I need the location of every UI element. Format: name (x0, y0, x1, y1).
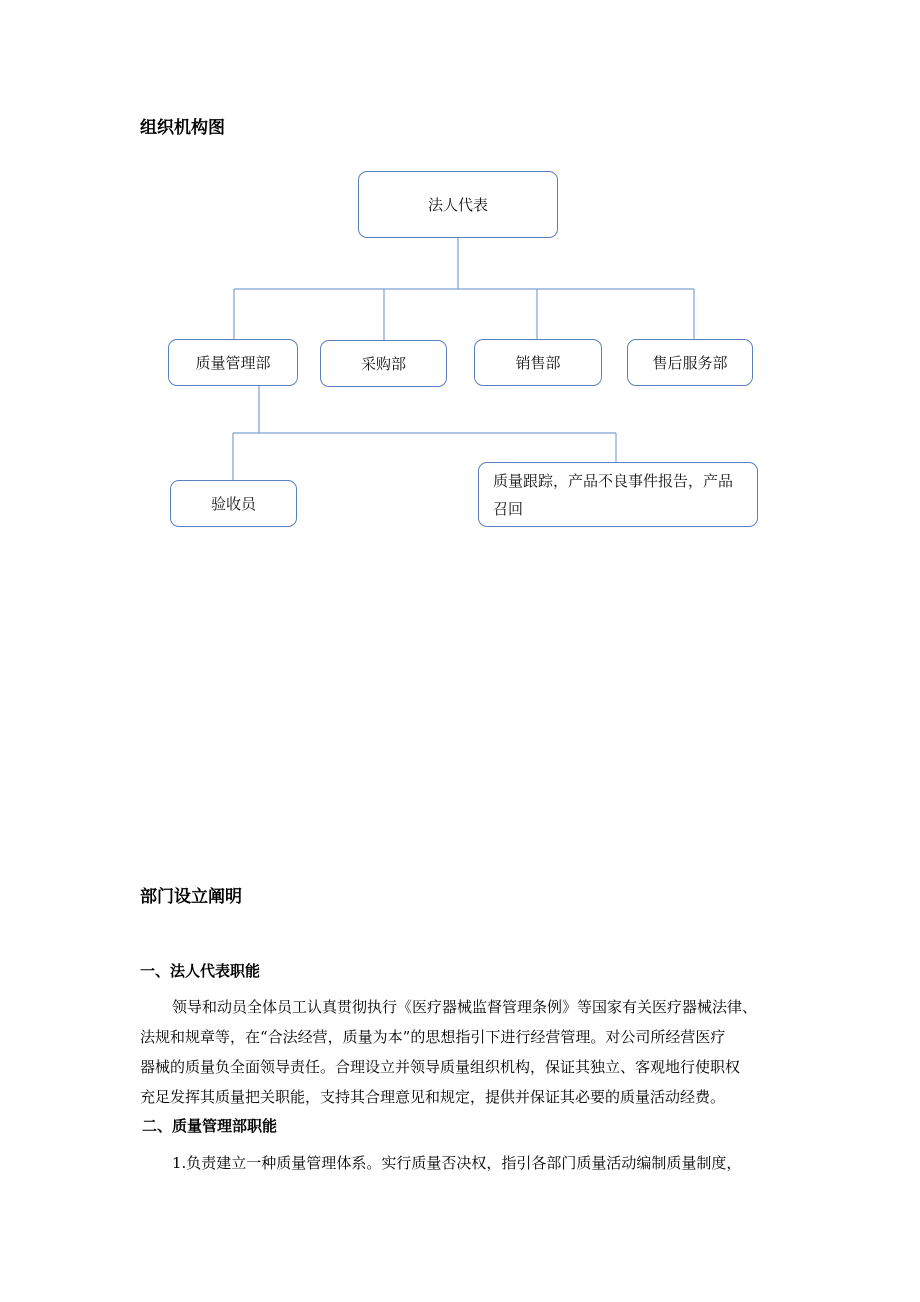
org-node-tracking (478, 462, 758, 527)
org-node-aftersales: 售后服务部 (627, 339, 753, 386)
org-node-sales: 销售部 (474, 339, 602, 386)
org-node-root: 法人代表 (358, 171, 558, 238)
section1-line-2: 法规和规章等，在“合法经营，质量为本”的思想指引下进行经营管理。对公司所经营医疗 (140, 1028, 726, 1046)
section2-heading: 二、质量管理部职能 (142, 1117, 278, 1135)
section1-line-1: 领导和动员全体员工认真贯彻执行《医疗器械监督管理条例》等国家有关医疗器械法律、 (172, 998, 758, 1016)
section1-heading: 一、法人代表职能 (140, 962, 261, 980)
org-node-purchase: 采购部 (320, 340, 447, 387)
org-chart-title: 组织机构图 (140, 118, 225, 138)
org-node-tracking-label: 质量跟踪，产品不良事件报告，产品召回 (493, 471, 734, 518)
org-chart-connectors (0, 0, 920, 560)
section1-line-3: 器械的质量负全面领导责任。合理设立并领导质量组织机构，保证其独立、客观地行使职权 (140, 1058, 741, 1076)
org-node-quality: 质量管理部 (168, 339, 298, 386)
org-node-inspector: 验收员 (170, 480, 297, 527)
section2-line-1: 1.负责建立一种质量管理体系。实行质量否决权，指引各部门质量活动编制质量制度， (172, 1154, 742, 1172)
explanation-title: 部门设立阐明 (140, 887, 242, 907)
section1-line-4: 充足发挥其质量把关职能，支持其合理意见和规定，提供并保证其必要的质量活动经费。 (140, 1088, 726, 1106)
